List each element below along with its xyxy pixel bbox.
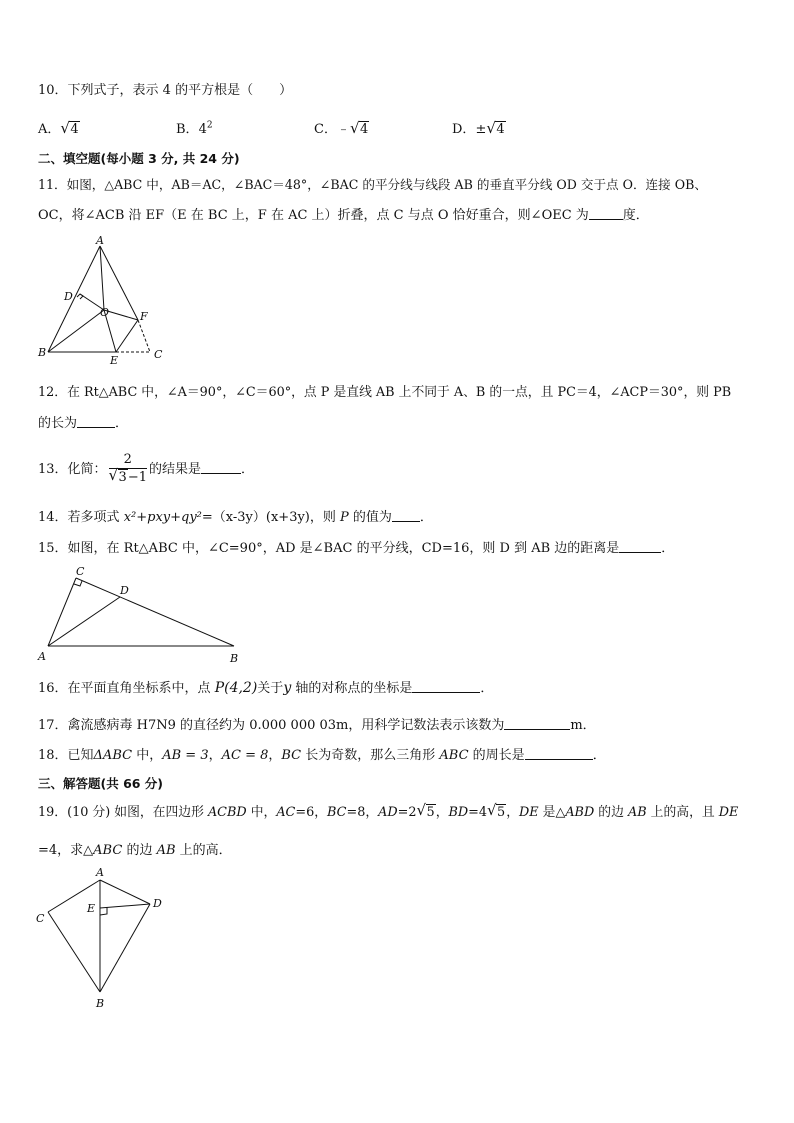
answer-blank xyxy=(504,717,570,730)
label-b: B xyxy=(96,997,105,1010)
label-a: A xyxy=(96,234,104,247)
segment-ac xyxy=(48,578,76,646)
sqrt-symbol: √ 5 xyxy=(487,801,506,820)
label-e: E xyxy=(110,354,119,366)
option-label: B． xyxy=(176,122,199,137)
segment-ab xyxy=(48,246,100,352)
q10-option-b: B．$4^2$ xyxy=(176,120,213,137)
sqrt-symbol: √ 4 xyxy=(486,119,505,137)
q19-figure xyxy=(30,862,180,1014)
q11-line2: OC，将∠ACB 沿 EF（E 在 BC 上，F 在 AC 上）折叠，点 C 与点 O 恰好重合，则∠OEC 为 度． xyxy=(38,208,649,223)
option-label: A． xyxy=(38,122,61,137)
q19-line1: 19．(10 分) 如图，在四边形 ACBD 中，AC=6，BC=8，AD=2 √ 5，BD=4 √ 5，DE 是△ABD 的边 AB 上的高，且 DE xyxy=(38,801,739,820)
answer-blank xyxy=(412,680,480,693)
label-d: D xyxy=(153,897,162,910)
answer-blank xyxy=(201,461,241,474)
sqrt-symbol: √ 4 xyxy=(349,119,369,137)
segment-ef xyxy=(116,320,138,352)
q10-option-a xyxy=(38,118,80,137)
label-a: A xyxy=(96,866,104,879)
q10-option-d: D．± √ 4 xyxy=(452,119,505,137)
segment-cb xyxy=(48,912,100,992)
q11-line1: 11．如图，△ABC 中，AB＝AC，∠BAC＝48°，∠BAC 的平分线与线段 AB 的垂直平分线 OD 交于点 O．连接 OB、 xyxy=(38,177,707,192)
fraction: 2 √ 3−1 xyxy=(108,452,147,485)
label-c: C xyxy=(76,565,85,578)
segment-fc-dashed xyxy=(138,320,150,352)
q12-line2: 的长为 ． xyxy=(38,416,129,431)
section-3-title: 三、解答题(共 66 分) xyxy=(38,776,164,791)
segment-ob xyxy=(48,310,104,352)
label-b: B xyxy=(38,346,47,359)
segment-db xyxy=(100,904,150,992)
label-a: A xyxy=(38,650,46,663)
answer-blank xyxy=(77,415,115,428)
q10-option-c: C．﹣ √ 4 xyxy=(314,119,369,137)
label-b: B xyxy=(230,652,239,665)
right-angle-mark xyxy=(77,294,83,299)
sqrt-symbol: √ 3 xyxy=(108,466,127,485)
q13: 13．化简： 2 √ 3−1 的结果是 ． xyxy=(38,452,255,485)
q15: 15．如图，在 Rt△ABC 中，∠C=90°，AD 是∠BAC 的平分线，CD=16，则 D 到 AB 边的距离是 ． xyxy=(38,541,675,556)
label-e: E xyxy=(87,902,96,915)
label-o: O xyxy=(100,306,110,319)
label-f: F xyxy=(140,310,148,323)
q17: 17．禽流感病毒 H7N9 的直径约为 0.000 000 03m，用科学记数法表示该数为 m． xyxy=(38,718,596,733)
label-d: D xyxy=(64,290,73,303)
sqrt-symbol: √ 5 xyxy=(416,801,435,820)
q19-line2: =4，求△ABC 的边 AB 上的高． xyxy=(38,843,232,858)
label-d: D xyxy=(120,584,129,597)
section-2-title: 二、填空题(每小题 3 分, 共 24 分) xyxy=(38,151,240,166)
q12-line1: 12．在 Rt△ABC 中，∠A＝90°，∠C＝60°，点 P 是直线 AB 上不同于 A、B 的一点，且 PC＝4，∠ACP＝30°，则 PB xyxy=(38,385,732,400)
answer-blank xyxy=(392,509,420,522)
answer-blank xyxy=(619,540,661,553)
segment-of xyxy=(104,310,138,320)
sqrt-symbol: √ 4 xyxy=(60,119,79,137)
right-angle-mark xyxy=(74,581,82,586)
q11-figure xyxy=(30,232,170,366)
q10-stem: 10．下列式子，表示 4 的平方根是（ ） xyxy=(38,83,293,98)
segment-ad xyxy=(100,880,150,904)
answer-blank xyxy=(589,207,623,220)
q15-figure xyxy=(30,562,250,668)
q18: 18．已知ΔABC 中，AB = 3，AC = 8，BC 长为奇数，那么三角形 ABC 的周长是 ． xyxy=(38,748,606,763)
segment-ao xyxy=(100,246,104,310)
answer-blank xyxy=(525,747,593,760)
segment-ad xyxy=(48,597,120,646)
option-label: C． xyxy=(314,122,337,137)
q14: 14．若多项式 x²+pxy+qy²=（x-3y）(x+3y)，则 P 的值为 ． xyxy=(38,510,433,525)
label-c: C xyxy=(154,348,163,361)
option-label: D． xyxy=(452,122,476,137)
label-c: C xyxy=(36,912,45,925)
segment-cb xyxy=(76,578,234,646)
q16: 16．在平面直角坐标系中，点 P(4,2)关于y 轴的对称点的坐标是 ． xyxy=(38,680,494,696)
